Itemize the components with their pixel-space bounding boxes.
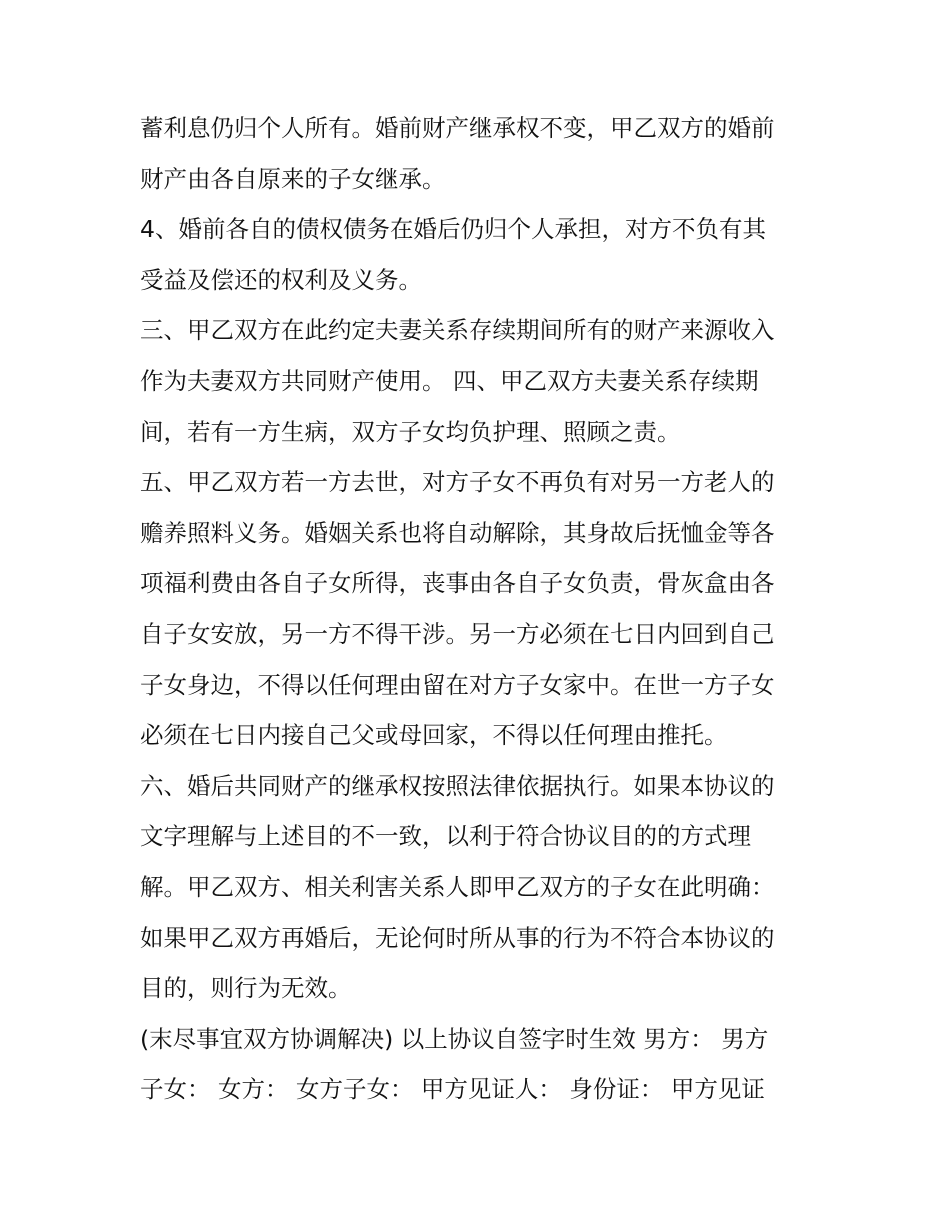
text-line: 子女： 女方： 女方子女： 甲方见证人： 身份证： 甲方见证 [140,1075,765,1104]
text-line: 子女身边，不得以任何理由留在对方子女家中。在世一方子女 [140,670,775,699]
text-line: 目的，则行为无效。 [140,974,352,1003]
text-line: (末尽事宜双方协调解决) 以上协议自签字时生效 男方： 男方 [140,1024,769,1053]
text-line: 三、甲乙双方在此约定夫妻关系存续期间所有的财产来源收入 [140,316,775,345]
text-line: 4、婚前各自的债权债务在婚后仍归个人承担，对方不负有其 [140,215,766,244]
text-line: 如果甲乙双方再婚后，无论何时所从事的行为不符合本协议的 [140,923,775,952]
text-line: 解。甲乙双方、相关利害关系人即甲乙双方的子女在此明确： [140,872,775,901]
text-line: 受益及偿还的权利及义务。 [140,265,422,294]
text-line: 财产由各自原来的子女继承。 [140,164,446,193]
text-line: 赡养照料义务。婚姻关系也将自动解除，其身故后抚恤金等各 [140,518,775,547]
text-line: 文字理解与上述目的不一致，以利于符合协议目的的方式理 [140,822,751,851]
text-line: 六、婚后共同财产的继承权按照法律依据执行。如果本协议的 [140,771,775,800]
text-line: 五、甲乙双方若一方去世，对方子女不再负有对另一方老人的 [140,468,775,497]
text-line: 作为夫妻双方共同财产使用。 四、甲乙双方夫妻关系存续期 [140,366,759,395]
text-line: 蓄利息仍归个人所有。婚前财产继承权不变，甲乙双方的婚前 [140,114,775,142]
text-line: 必须在七日内接自己父或母回家，不得以任何理由推托。 [140,721,728,750]
text-line: 自子女安放，另一方不得干涉。另一方必须在七日内回到自己 [140,619,775,648]
text-line: 项福利费由各自子女所得，丧事由各自子女负责，骨灰盒由各 [140,569,775,598]
text-line: 间，若有一方生病，双方子女均负护理、照顾之责。 [140,417,681,446]
agreement-text [140,103,820,1115]
